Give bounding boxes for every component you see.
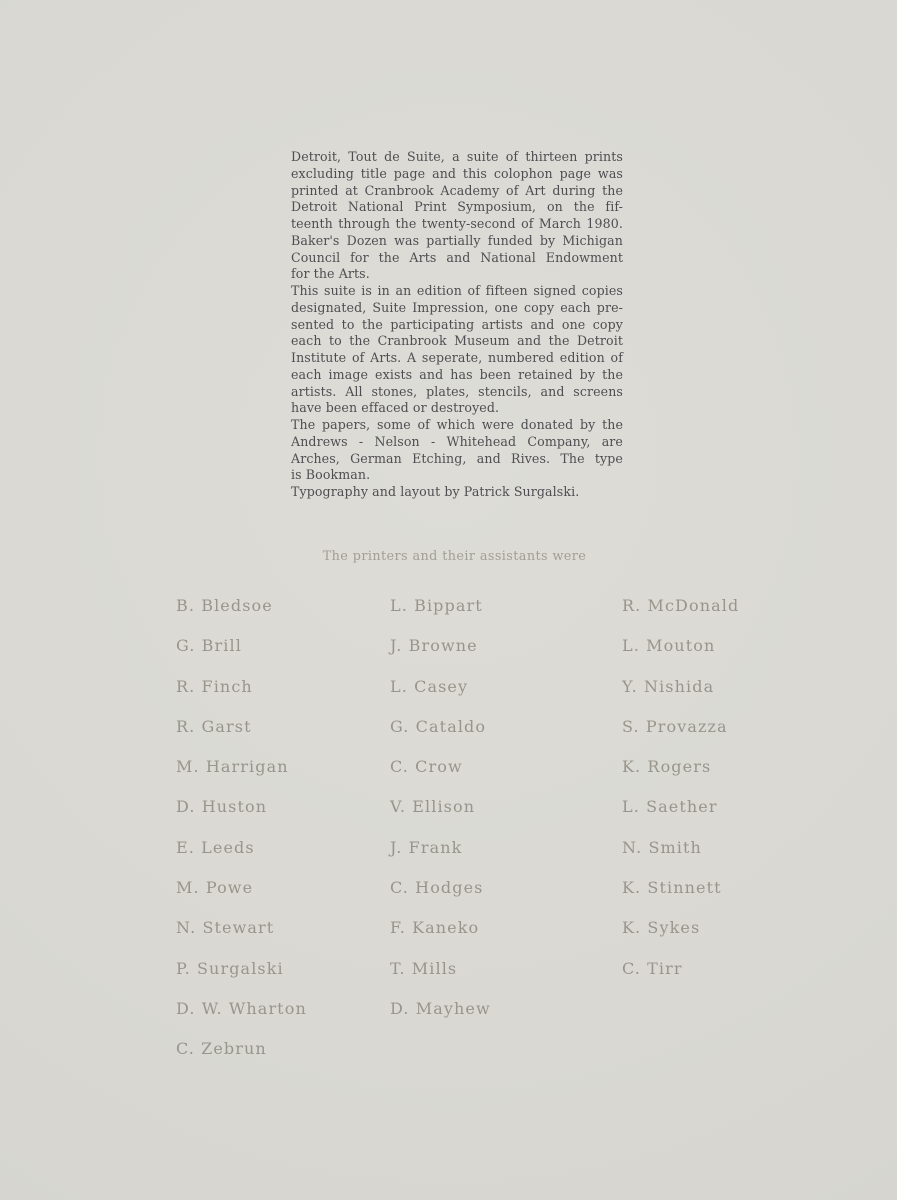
printer-name: R. Garst (176, 716, 252, 736)
printer-name: K. Stinnett (622, 878, 722, 898)
colophon-line: Detroit, Tout de Suite, a suite of thirteen prints (291, 149, 623, 164)
printer-name: Y. Nishida (622, 676, 715, 696)
printer-name: C. Crow (390, 757, 463, 777)
printer-name: N. Stewart (176, 918, 275, 938)
colophon-paragraph (291, 484, 623, 501)
printer-name: P. Surgalski (176, 958, 284, 978)
colophon-line: is Bookman. (291, 467, 371, 483)
printers-column-2 (390, 596, 491, 1039)
colophon-line: Baker's Dozen was partially funded by Michigan (291, 232, 623, 248)
printers-heading: The printers and their assistants were (322, 549, 587, 564)
colophon-paragraph (291, 417, 623, 484)
printer-name: M. Powe (176, 878, 254, 898)
printer-name: S. Provazza (622, 716, 728, 736)
printer-name: G. Brill (176, 636, 242, 656)
printer-name: L. Mouton (622, 636, 716, 656)
printer-name: C. Tirr (622, 958, 683, 978)
colophon-line: Institute of Arts. A seperate, numbered edition of (291, 350, 623, 365)
colophon-paragraph (291, 283, 623, 417)
printer-name: D. Mayhew (390, 998, 491, 1018)
colophon-line: artists. All stones, plates, stencils, and screens (291, 383, 623, 399)
printer-name: B. Bledsoe (176, 596, 273, 615)
printer-name: M. Harrigan (176, 757, 289, 777)
printer-name: K. Rogers (622, 757, 712, 777)
printer-name: R. McDonald (622, 596, 740, 615)
printer-name: J. Frank (390, 837, 463, 857)
printer-name: R. Finch (176, 676, 253, 696)
printer-name: C. Hodges (390, 878, 484, 898)
printers-column-1 (176, 596, 307, 1080)
printer-name: E. Leeds (176, 837, 255, 857)
colophon-line: each image exists and has been retained by the (291, 366, 623, 382)
colophon-line: excluding title page and this colophon page was (291, 165, 623, 181)
colophon-line: each to the Cranbrook Museum and the Detroit (291, 333, 623, 349)
colophon-line: for the Arts. (291, 266, 370, 282)
colophon-text-block (291, 149, 623, 501)
printer-name: V. Ellison (390, 797, 476, 817)
colophon-line: designated, Suite Impression, one copy each pre- (291, 299, 623, 315)
printer-name: D. Huston (176, 797, 268, 817)
printer-name: J. Browne (390, 636, 478, 656)
printer-name: D. W. Wharton (176, 998, 307, 1018)
colophon-line: Typography and layout by Patrick Surgalski. (291, 484, 580, 499)
printer-name: K. Sykes (622, 918, 701, 938)
colophon-line: have been effaced or destroyed. (291, 400, 500, 416)
colophon-line: Arches, German Etching, and Rives. The type (291, 450, 623, 466)
printers-grid (0, 596, 897, 1116)
printers-column-3 (622, 596, 739, 999)
printer-name: L. Bippart (390, 596, 483, 615)
colophon-line: Detroit National Print Symposium, on the fif- (291, 199, 623, 215)
printer-name: T. Mills (390, 958, 458, 978)
printer-name: L. Saether (622, 797, 718, 817)
colophon-line: Andrews - Nelson - Whitehead Company, are (291, 433, 623, 449)
colophon-line: sented to the participating artists and one copy (291, 316, 623, 332)
colophon-line: teenth through the twenty-second of March 1980. (291, 216, 623, 231)
printer-name: G. Cataldo (390, 716, 487, 736)
printer-name: C. Zebrun (176, 1039, 267, 1059)
colophon-paragraph (291, 149, 623, 283)
colophon-line: This suite is in an edition of fifteen signed copies (291, 283, 623, 298)
printer-name: L. Casey (390, 676, 469, 696)
colophon-line: Council for the Arts and National Endowment (291, 249, 623, 265)
printer-name: F. Kaneko (390, 918, 480, 938)
printer-name: N. Smith (622, 837, 702, 857)
colophon-line: printed at Cranbrook Academy of Art during the (291, 182, 623, 198)
colophon-line: The papers, some of which were donated by the (291, 417, 623, 432)
